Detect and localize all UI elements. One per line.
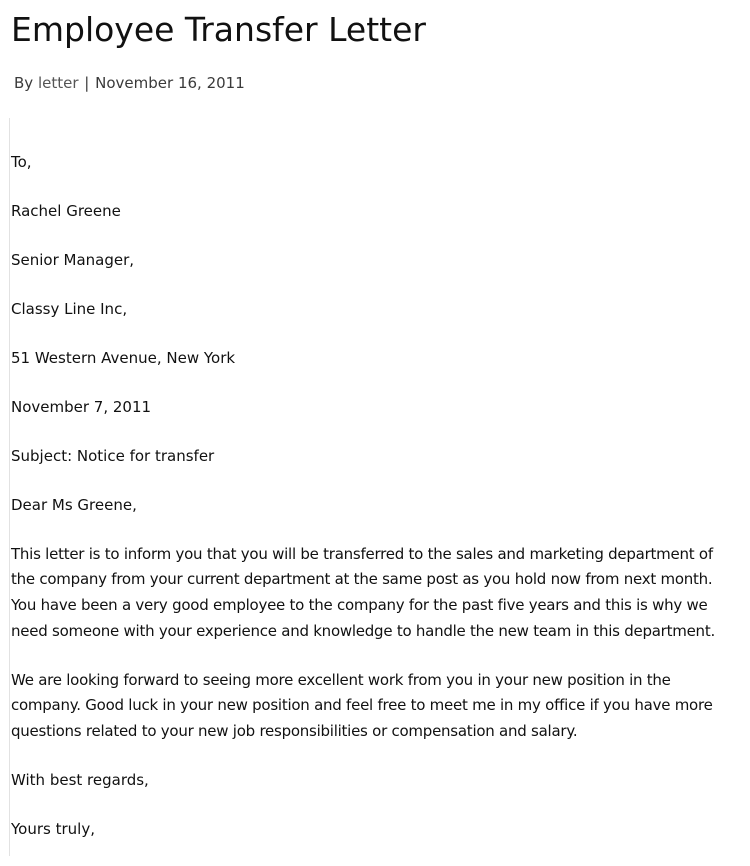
post-date: November 16, 2011 <box>95 74 245 92</box>
recipient-name: Rachel Greene <box>11 201 121 220</box>
letter-paragraph-2: We are looking forward to seeing more excellent work from you in your new position in the company. Good luck in your new position and feel free to meet me in my office if you have more questions related to your new job responsibilities or compensation and salary. <box>11 670 713 740</box>
page-title: Employee Transfer Letter <box>11 10 426 49</box>
author-link[interactable]: letter <box>37 74 79 92</box>
letter-paragraph-1: This letter is to inform you that you will be transferred to the sales and marketing department of the company from your current department at the same post as you hold now from next month. You have been a very good employee to the company for the past five years and this is why we need someone with your experience and knowledge to handle the new team in this department. <box>11 544 715 640</box>
content-divider <box>9 118 10 856</box>
letter-to: To, <box>11 153 32 171</box>
letter-body <box>11 150 741 866</box>
letter-closing: With best regards, <box>11 770 149 789</box>
letter-sign-off: Yours truly, <box>11 819 95 838</box>
letter-date: November 7, 2011 <box>11 397 152 416</box>
byline-separator: | <box>84 74 90 92</box>
letter-salutation: Dear Ms Greene, <box>11 495 137 514</box>
recipient-company: Classy Line Inc, <box>11 299 128 318</box>
letter-subject: Subject: Notice for transfer <box>11 446 215 465</box>
byline-prefix: By <box>14 74 34 92</box>
recipient-title: Senior Manager, <box>11 250 135 269</box>
post-byline <box>14 72 245 94</box>
recipient-address: 51 Western Avenue, New York <box>11 348 236 367</box>
